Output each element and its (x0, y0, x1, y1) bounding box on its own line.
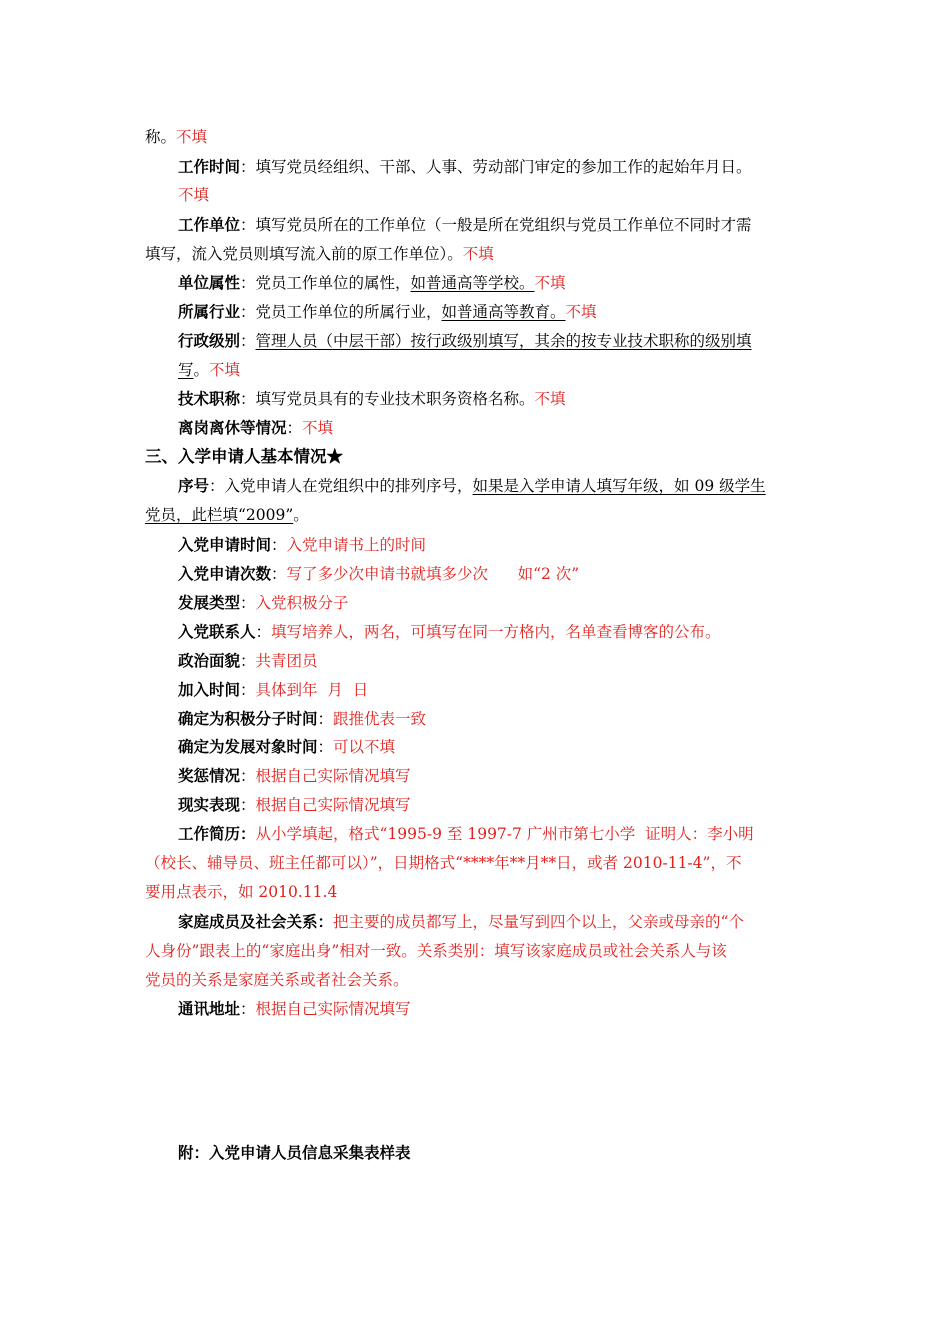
field-work-unit (178, 212, 810, 238)
field-key: 工作简历： (178, 824, 256, 843)
field-key: 发展类型 (178, 593, 241, 612)
field-sep: ： (240, 332, 256, 350)
field-address (178, 996, 810, 1022)
line-text: 。 (193, 361, 210, 379)
fill-note: 不填 (176, 128, 208, 146)
fill-note: 不填 (302, 419, 334, 437)
field-key: 家庭成员及社会关系： (178, 912, 334, 931)
field-apply-count (178, 561, 810, 587)
line-text: 称。 (145, 128, 177, 146)
field-value: 可以不填 (333, 738, 396, 756)
field-key: 政治面貌 (178, 651, 241, 670)
field-resume (178, 821, 810, 847)
text-line (145, 124, 810, 150)
field-key: 确定为积极分子时间 (178, 709, 318, 728)
field-value: 具体到年 月 日 (255, 681, 369, 699)
field-value: 从小学填起，格式“1995-9 至 1997-7 广州市第七小学 证明人：李小明 (255, 825, 754, 843)
field-value: 把主要的成员都写上，尽量写到四个以上，父亲或母亲的“个 (333, 913, 744, 931)
field-value: 根据自己实际情况填写 (255, 796, 411, 814)
field-value: 写了多少次申请书就填多少次 如“2 次” (286, 565, 580, 583)
field-sep: ： (240, 796, 256, 814)
field-industry (178, 299, 810, 325)
field-retirement (178, 415, 810, 441)
field-admin-level (178, 328, 810, 354)
field-example: 如普通高等教育。 (441, 303, 566, 321)
field-key: 入党申请次数 (178, 564, 272, 583)
text-line (145, 241, 810, 267)
field-desc: ：入党申请人在党组织中的排列序号， (209, 477, 473, 495)
field-key: 技术职称 (178, 389, 241, 408)
field-dev-type (178, 590, 810, 616)
field-unit-attr (178, 270, 810, 296)
field-sep: ： (271, 536, 287, 554)
field-sep: ： (255, 623, 272, 641)
section-heading: 三、入学申请人基本情况★ (145, 447, 343, 466)
field-sequence (178, 473, 810, 499)
field-desc: 填写，流入党员则填写流入前的原工作单位）。 (145, 245, 463, 263)
field-political-status (178, 648, 810, 674)
field-example: 如普通高等学校。 (410, 274, 535, 292)
text-line: 党员的关系是家庭关系或者社会关系。 (145, 971, 409, 989)
text-line (178, 182, 810, 208)
field-key: 行政级别 (178, 331, 241, 350)
text-line: （校长、辅导员、班主任都可以）”，日期格式“****年**月**日，或者 2010-11-4”，不 (145, 854, 742, 872)
field-desc: ：党员工作单位的属性， (240, 274, 411, 292)
field-key: 加入时间 (178, 680, 241, 699)
field-key: 工作单位 (178, 215, 241, 234)
field-sep: ： (271, 565, 287, 583)
field-desc: ：填写党员所在的工作单位（一般是所在党组织与党员工作单位不同时才需 (240, 216, 752, 234)
text-line: 人身份”跟表上的“家庭出身”相对一致。关系类别：填写该家庭成员或社会关系人与该 (145, 942, 727, 960)
field-key: 离岗离休等情况 (178, 418, 287, 437)
fill-note: 不填 (565, 303, 597, 321)
field-contact (178, 619, 810, 645)
line-text: 。 (293, 506, 309, 524)
fill-note: 不填 (209, 361, 241, 379)
field-key: 工作时间 (178, 157, 241, 176)
field-sep: ： (286, 419, 303, 437)
field-key: 确定为发展对象时间 (178, 737, 318, 756)
fill-note: 不填 (534, 390, 566, 408)
text-line (145, 502, 810, 528)
field-join-time (178, 677, 810, 703)
field-sep: ： (240, 594, 256, 612)
field-value: 跟推优表一致 (333, 710, 427, 728)
field-key: 单位属性 (178, 273, 241, 292)
field-work-time (178, 154, 810, 180)
field-desc: ：填写党员经组织、干部、人事、劳动部门审定的参加工作的起始年月日。 (240, 158, 752, 176)
text-line: 要用点表示，如 2010.11.4 (145, 883, 338, 901)
field-desc: ：填写党员具有的专业技术职务资格名称。 (240, 390, 535, 408)
field-desc: 管理人员（中层干部）按行政级别填写，其余的按专业技术职称的级别填 (255, 332, 752, 350)
field-value: 填写培养人，两名，可填写在同一方格内，名单查看博客的公布。 (271, 623, 721, 641)
field-desc: ：党员工作单位的所属行业， (240, 303, 442, 321)
field-key: 入党联系人 (178, 622, 256, 641)
field-value: 共青团员 (255, 652, 318, 670)
field-sep: ： (317, 710, 334, 728)
field-key: 通讯地址 (178, 999, 241, 1018)
field-sep: ： (240, 681, 256, 699)
field-rewards (178, 763, 810, 789)
field-family (178, 909, 810, 935)
field-sep: ： (240, 652, 256, 670)
field-key: 所属行业 (178, 302, 241, 321)
field-sep: ： (317, 738, 334, 756)
field-desc: 写 (178, 361, 194, 379)
field-key: 现实表现 (178, 795, 241, 814)
field-value: 根据自己实际情况填写 (255, 767, 411, 785)
field-sep: ： (240, 767, 256, 785)
field-key: 序号 (178, 476, 210, 495)
fill-note: 不填 (178, 186, 210, 204)
field-value: 入党积极分子 (255, 594, 349, 612)
field-value: 根据自己实际情况填写 (255, 1000, 411, 1018)
field-value: 入党申请书上的时间 (286, 536, 427, 554)
field-candidate-time (178, 734, 810, 760)
field-example: 党员，此栏填“2009” (145, 506, 294, 524)
fill-note: 不填 (534, 274, 566, 292)
field-activist-time (178, 706, 810, 732)
field-key: 奖惩情况 (178, 766, 241, 785)
field-tech-title (178, 386, 810, 412)
field-example: 如果是入学申请人填写年级，如 09 级学生 (472, 477, 766, 495)
text-line (178, 357, 810, 383)
field-key: 入党申请时间 (178, 535, 272, 554)
field-performance (178, 792, 810, 818)
field-apply-time (178, 532, 810, 558)
appendix-title: 附：入党申请人员信息采集表样表 (178, 1143, 411, 1162)
field-sep: ： (240, 1000, 256, 1018)
fill-note: 不填 (462, 245, 494, 263)
